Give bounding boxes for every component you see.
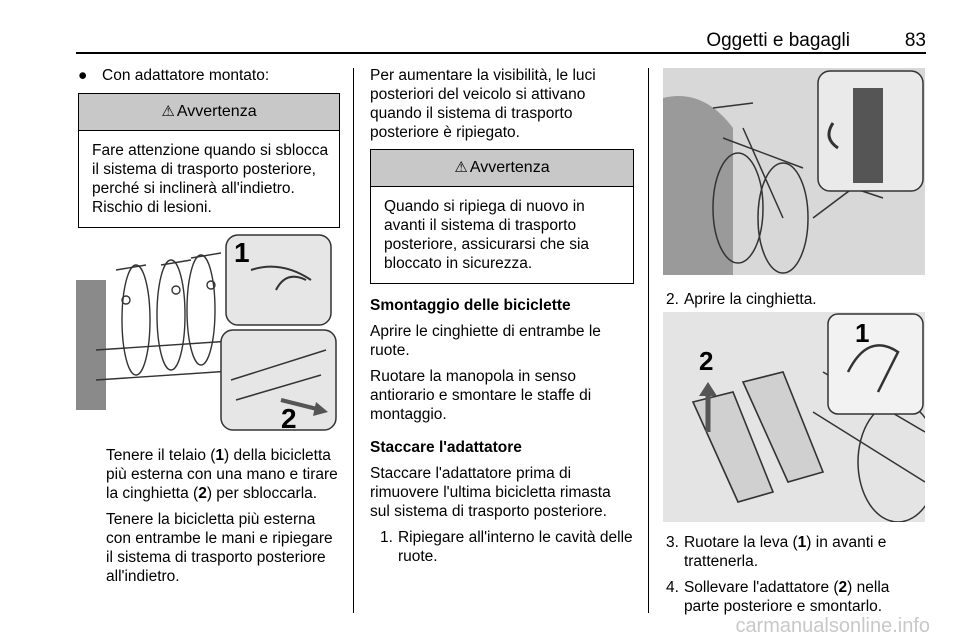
column-3-steps [666,533,928,623]
list-text: Aprire la cinghietta. [683,291,817,308]
figure-bike-carrier-release [76,230,340,435]
list-number: 2. [666,291,679,308]
bullet-item [78,66,340,85]
column-1-lower [106,446,342,593]
figure-adapter-removal [663,312,925,522]
list-item [666,290,928,309]
column-2 [370,66,634,573]
warning-triangle-icon: ⚠ [454,159,468,176]
watermark: carmanualsonline.info [735,615,930,637]
column-1 [78,66,340,240]
figure-callout-1: 1 [855,318,870,348]
bullet-dot-icon: ● [78,67,88,84]
list-text: Ruotare la leva (1) in avanti e trattenerla. [683,534,887,570]
figure-callout-1: 1 [234,237,250,268]
warning-text: Quando si ripiega di nuovo in avanti il sistema di trasporto posteriore, assicurarsi che sia bloccato in sicurezza. [384,198,590,272]
list-item [666,533,928,571]
warning-triangle-icon: ⚠ [161,103,175,120]
header-title: Oggetti e bagagli [706,30,850,51]
list-text: Ripiegare all'interno le cavità delle ruote. [397,529,633,565]
instruction-paragraph: Tenere il telaio (1) della bicicletta più esterna con una mano e tirare la cinghietta (2) per sbloccarla. [106,447,338,502]
warning-text: Fare attenzione quando si sblocca il sistema di trasporto posteriore, perché si inclinerà all'indietro. Rischio di lesioni. [92,142,329,216]
instruction-paragraph: Tenere la bicicletta più esterna con entrambe le mani e ripiegare il sistema di trasporto posteriore all'indietro. [106,511,333,585]
warning-header [79,94,339,131]
warning-box [78,93,340,228]
list-item [370,528,634,566]
list-text: Sollevare l'adattatore (2) nella parte posteriore e smontarlo. [683,579,890,615]
section-heading: Staccare l'adattatore [370,439,522,456]
warning-box [370,149,634,284]
figure-callout-2: 2 [281,403,297,434]
paragraph: Aprire le cinghiette di entrambe le ruote. [370,323,601,359]
page-number: 83 [904,30,926,51]
list-item [666,578,928,616]
intro-paragraph: Per aumentare la visibilità, le luci posteriori del veicolo si attivano quando il sistema di trasporto posteriore è ripiegato. [370,67,596,141]
list-number: 3. [666,534,679,551]
paragraph: Staccare l'adattatore prima di rimuovere l'ultima bicicletta rimasta sul sistema di trasporto posteriore. [370,465,611,520]
column-divider-2 [648,68,649,613]
figure-callout-2: 2 [699,346,714,376]
column-divider-1 [353,68,354,613]
warning-title: Avvertenza [176,103,257,120]
warning-header [371,150,633,187]
paragraph: Ruotare la manopola in senso antiorario e smontare le staffe di montaggio. [370,368,592,423]
warning-title: Avvertenza [469,159,550,176]
header-rule [76,52,926,54]
bullet-text: Con adattatore montato: [102,67,270,84]
list-number: 1. [380,529,393,546]
list-number: 4. [666,579,679,596]
section-heading: Smontaggio delle biciclette [370,297,571,314]
figure-bikes-on-carrier [663,68,925,275]
